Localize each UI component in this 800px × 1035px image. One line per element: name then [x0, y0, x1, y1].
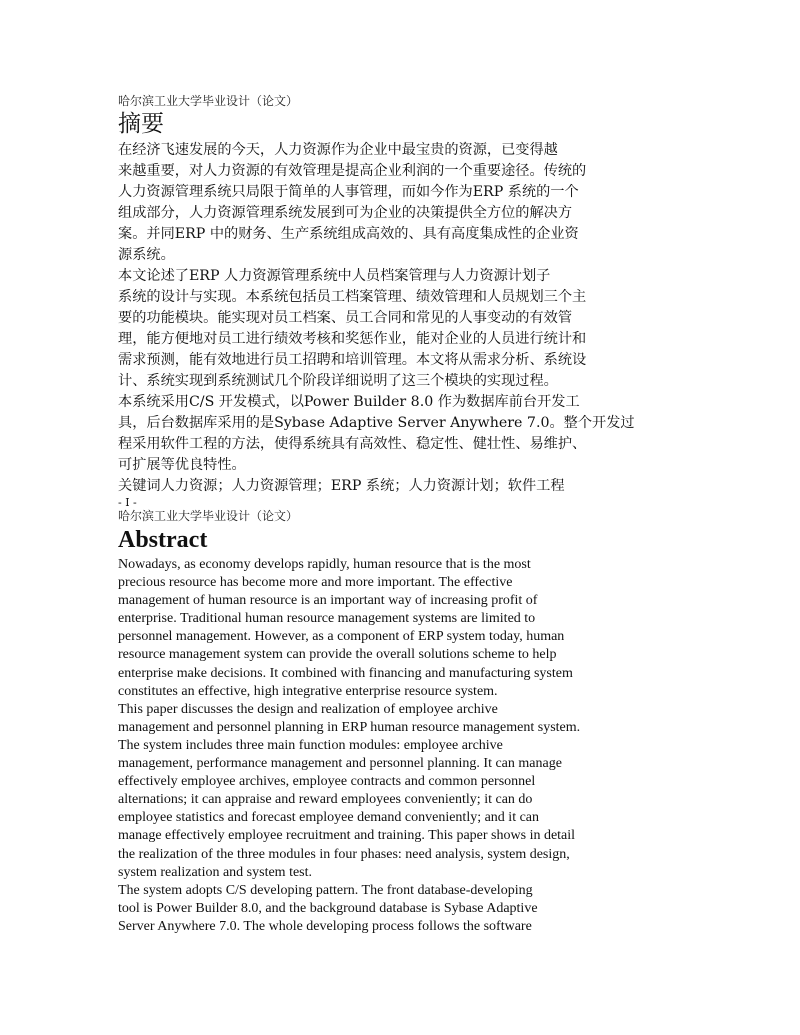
- document-page: [118, 93, 643, 936]
- abstract-en-body: [118, 556, 643, 936]
- abstract-cn-line: 具，后台数据库采用的是Sybase Adaptive Server Anywhere 7.0。整个开发过: [118, 415, 635, 431]
- abstract-cn-line: 要的功能模块。能实现对员工档案、员工合同和常见的人事变动的有效管: [118, 310, 573, 326]
- keywords-line: [118, 476, 643, 497]
- abstract-cn-line: 组成部分，人力资源管理系统发展到可为企业的决策提供全方位的解决方: [118, 205, 573, 221]
- abstract-cn-line: 理，能方便地对员工进行绩效考核和奖惩作业，能对企业的人员进行统计和: [118, 331, 587, 347]
- abstract-en-line: This paper discusses the design and realization of employee archive: [118, 701, 498, 717]
- abstract-en-line: The system adopts C/S developing pattern. The front database-developing: [118, 882, 533, 898]
- abstract-cn-body: [118, 140, 643, 497]
- abstract-en-line: Nowadays, as economy develops rapidly, human resource that is the most: [118, 557, 531, 572]
- abstract-en-line: The system includes three main function modules: employee archive: [118, 737, 503, 753]
- abstract-cn-title: 摘要: [118, 111, 164, 137]
- abstract-cn-line: 源系统。: [118, 247, 175, 263]
- abstract-en-line: personnel management. However, as a component of ERP system today, human: [118, 629, 565, 645]
- abstract-en-line: manage effectively employee recruitment and training. This paper shows in detail: [118, 828, 576, 844]
- abstract-en-line: tool is Power Builder 8.0, and the background database is Sybase Adaptive: [118, 900, 538, 916]
- abstract-cn-line: 人力资源管理系统只局限于简单的人事管理，而如今作为ERP 系统的一个: [118, 184, 579, 200]
- abstract-cn-line: 计、系统实现到系统测试几个阶段详细说明了这三个模块的实现过程。: [118, 373, 558, 389]
- abstract-en-line: precious resource has become more and more important. The effective: [118, 575, 513, 591]
- abstract-en-line: the realization of the three modules in four phases: need analysis, system design,: [118, 846, 570, 862]
- abstract-en-line: Server Anywhere 7.0. The whole developing process follows the software: [118, 918, 532, 934]
- abstract-cn-line: 本系统采用C/S 开发模式，以Power Builder 8.0 作为数据库前台开发工: [118, 394, 580, 410]
- abstract-cn-line: 程采用软件工程的方法，使得系统具有高效性、稳定性、健壮性、易维护、: [118, 436, 587, 452]
- page-header-2: 哈尔滨工业大学毕业设计（论文）: [118, 509, 299, 523]
- abstract-en-line: effectively employee archives, employee contracts and common personnel: [118, 774, 536, 790]
- abstract-cn-line: 来越重要，对人力资源的有效管理是提高企业利润的一个重要途径。传统的: [118, 163, 587, 179]
- abstract-en-line: resource management system can provide the overall solutions scheme to help: [118, 647, 557, 663]
- abstract-en-line: management of human resource is an important way of increasing profit of: [118, 593, 538, 609]
- abstract-en-line: management and personnel planning in ERP human resource management system.: [118, 719, 581, 735]
- abstract-cn-line: 系统的设计与实现。本系统包括员工档案管理、绩效管理和人员规划三个主: [118, 289, 587, 305]
- abstract-en-line: system realization and system test.: [118, 864, 313, 880]
- abstract-en-line: constitutes an effective, high integrative enterprise resource system.: [118, 683, 498, 699]
- abstract-en-title: Abstract: [118, 527, 208, 553]
- keywords-text: 人力资源；人力资源管理；ERP 系统；人力资源计划；软件工程: [160, 478, 565, 494]
- abstract-en-line: enterprise. Traditional human resource management systems are limited to: [118, 611, 536, 627]
- abstract-en-line: alternations; it can appraise and reward employees conveniently; it can do: [118, 792, 533, 808]
- abstract-cn-line: 本文论述了ERP 人力资源管理系统中人员档案管理与人力资源计划子: [118, 268, 551, 284]
- keywords-label: 关键词: [118, 478, 161, 494]
- abstract-cn-line: 需求预测，能有效地进行员工招聘和培训管理。本文将从需求分析、系统设: [118, 352, 587, 368]
- abstract-en-line: employee statistics and forecast employee demand conveniently; and it can: [118, 810, 540, 826]
- page-header: 哈尔滨工业大学毕业设计（论文）: [118, 94, 299, 108]
- abstract-en-line: management, performance management and personnel planning. It can manage: [118, 756, 562, 772]
- abstract-cn-line: 案。并同ERP 中的财务、生产系统组成高效的、具有高度集成性的企业资: [118, 226, 579, 242]
- abstract-en-line: enterprise make decisions. It combined with financing and manufacturing system: [118, 665, 573, 681]
- page-number: - I -: [118, 496, 137, 509]
- abstract-cn-line: 可扩展等优良特性。: [118, 457, 246, 473]
- abstract-cn-line: 在经济飞速发展的今天，人力资源作为企业中最宝贵的资源，已变得越: [118, 142, 558, 158]
